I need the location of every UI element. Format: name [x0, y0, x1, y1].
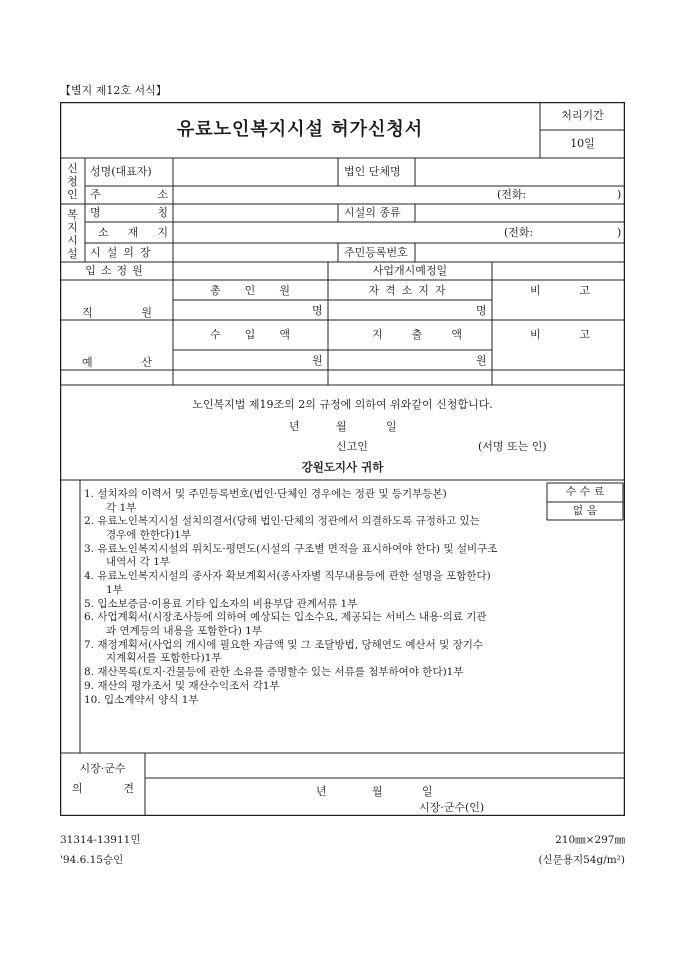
- opinion-label: 시장·군수: [79, 762, 126, 775]
- paper-spec: (신문용지54g/m²): [538, 854, 625, 866]
- budget-revenue-field[interactable]: [174, 351, 309, 369]
- processing-period-value: 10일: [570, 137, 595, 150]
- staff-qualified-label: 자격소지자: [368, 284, 452, 297]
- opinion-date-year: 년: [316, 785, 327, 798]
- processing-period-label: 처리기간: [561, 109, 604, 122]
- approval-date: '94.6.15승인: [60, 854, 124, 866]
- opinion-signer: 시장·군수(인): [419, 801, 485, 814]
- attachment-item: 6. 사업계획서(시장조사등에 의하여 예상되는 입소수요, 제공되는 서비스 내용·의료 기관: [84, 611, 487, 623]
- budget-expense-label: 지 출 액: [372, 328, 462, 341]
- opinion-label-2: 의 견: [72, 782, 134, 795]
- facility-head-rrn-field[interactable]: [416, 244, 623, 261]
- attachment-item-continued: 경우에 한한다)1부: [106, 529, 192, 541]
- budget-label: 예 산: [82, 356, 152, 369]
- staff-label: 직 원: [82, 306, 152, 319]
- opinion-date-month: 월: [372, 785, 383, 798]
- attachment-item-continued: 내역서 각 1부: [106, 556, 171, 568]
- signature-note: (서명 또는 인): [478, 440, 547, 453]
- applicant-address-field[interactable]: [174, 187, 494, 203]
- declaration-date-day: 일: [386, 420, 397, 433]
- attachment-item: 7. 재정계획서(사업의 개시에 필요한 자금액 및 그 조달방법, 당해연도 예산서 및 장기수: [84, 639, 484, 651]
- applicant-name-field[interactable]: [174, 159, 337, 185]
- facility-head-label: 시설의장: [90, 246, 157, 259]
- staff-total-label: 총 인 원: [210, 284, 290, 297]
- paper-size: 210㎜×297㎜: [555, 834, 625, 846]
- applicant-group-label: 신 청 인: [67, 162, 78, 201]
- applicant-phone-label: (전화:: [497, 188, 527, 201]
- attachment-item: 2. 유료노인복지시설 설치의결서(당해 법인·단체의 정관에서 의결하도록 규정하고 있는: [84, 515, 480, 527]
- attachment-item: 3. 유료노인복지시설의 위치도·평면도(시설의 구조별 면적을 표시하여야 한다) 및 설비구조: [84, 543, 498, 555]
- form-code: 31314-13911민: [60, 834, 141, 846]
- business-start-date-label: 사업개시예정일: [372, 264, 448, 277]
- facility-location-label: 소 재 지: [98, 226, 168, 239]
- declaration-date-year: 년: [289, 420, 300, 433]
- staff-qualified-field[interactable]: [329, 301, 474, 319]
- footer-right: [480, 830, 625, 870]
- facility-location-field[interactable]: [174, 223, 494, 242]
- addressee: 강원도지사 귀하: [301, 460, 384, 474]
- fee-label: 수 수 료: [565, 485, 605, 498]
- staff-note-label: 비 고: [530, 284, 590, 297]
- facility-group-label: 복 지 시 설: [67, 208, 78, 260]
- declaration-statement: 노인복지법 제19조의 2의 규정에 의하여 위와같이 신청합니다.: [192, 398, 493, 411]
- facility-phone-label: (전화:: [504, 226, 534, 239]
- facility-name-label: 명 칭: [90, 206, 168, 219]
- staff-total-field[interactable]: [174, 301, 309, 319]
- budget-revenue-label: 수 입 액: [210, 328, 290, 341]
- form-number-label: 【별지 제12호 서식】: [60, 84, 167, 97]
- attachment-item-continued: 1부: [106, 584, 123, 596]
- attachment-item: 4. 유료노인복지시설의 종사자 확보계획서(종사자별 직무내용등에 관한 설명을 포함한다): [84, 570, 491, 582]
- budget-revenue-unit: 원: [312, 354, 323, 367]
- applicant-name-label: 성명(대표자): [90, 165, 152, 178]
- facility-type-field[interactable]: [416, 205, 623, 221]
- facility-phone-field[interactable]: [545, 223, 615, 242]
- opinion-date-day: 일: [422, 785, 433, 798]
- attachment-item: 1. 설치자의 이력서 및 주민등록번호(법인·단체인 경우에는 정관 및 등기부등본): [84, 488, 447, 500]
- applicant-phone-field[interactable]: [538, 187, 616, 203]
- business-start-date-field[interactable]: [493, 263, 623, 279]
- facility-phone-close: ): [617, 226, 622, 239]
- budget-expense-unit: 원: [476, 354, 487, 367]
- facility-type-label: 시설의 종류: [344, 206, 401, 219]
- attachment-item: 5. 입소보증금·이용료 기타 입소자의 비용부담 관계서류 1부: [84, 598, 358, 610]
- application-form: [60, 102, 625, 816]
- budget-note-label: 비 고: [530, 328, 590, 341]
- attachment-item-continued: 지계획서를 포함한다)1부: [106, 652, 222, 664]
- declaration-date-month: 월: [336, 420, 347, 433]
- form-title: 유료노인복지시설 허가신청서: [176, 119, 424, 140]
- admission-capacity-label: 입소정원: [85, 264, 148, 277]
- footer-left: [60, 830, 141, 870]
- facility-head-field[interactable]: [174, 244, 337, 261]
- attachment-item: 9. 재산의 평가조서 및 재산수익조서 각1부: [84, 680, 280, 692]
- corporation-name-label: 법인 단체명: [344, 165, 401, 178]
- staff-total-unit: 명: [312, 304, 323, 317]
- attachment-item: 10. 입소계약서 양식 1부: [84, 694, 199, 706]
- declarant-name-field[interactable]: [380, 438, 470, 456]
- facility-head-rrn-label: 주민등록번호: [344, 246, 408, 259]
- corporation-name-field[interactable]: [416, 159, 623, 185]
- facility-name-field[interactable]: [174, 205, 337, 221]
- applicant-address-label: 주 소: [90, 188, 168, 201]
- budget-note-field[interactable]: [493, 351, 623, 369]
- attachment-item-continued: 각 1부: [106, 502, 137, 514]
- declarant-label: 신고인: [336, 440, 368, 453]
- staff-qualified-unit: 명: [476, 304, 487, 317]
- attachment-item-continued: 과 연계등의 내용을 포함한다) 1부: [106, 625, 262, 637]
- opinion-field[interactable]: [146, 754, 624, 777]
- admission-capacity-field[interactable]: [174, 263, 327, 279]
- budget-expense-field[interactable]: [329, 351, 474, 369]
- fee-value: 없 음: [572, 504, 598, 517]
- staff-note-field[interactable]: [493, 301, 623, 319]
- applicant-phone-close: ): [617, 188, 622, 201]
- attachment-item: 8. 재산목록(토지·건물등에 관한 소유를 증명할수 있는 서류를 첨부하여야 한다)1부: [84, 666, 464, 678]
